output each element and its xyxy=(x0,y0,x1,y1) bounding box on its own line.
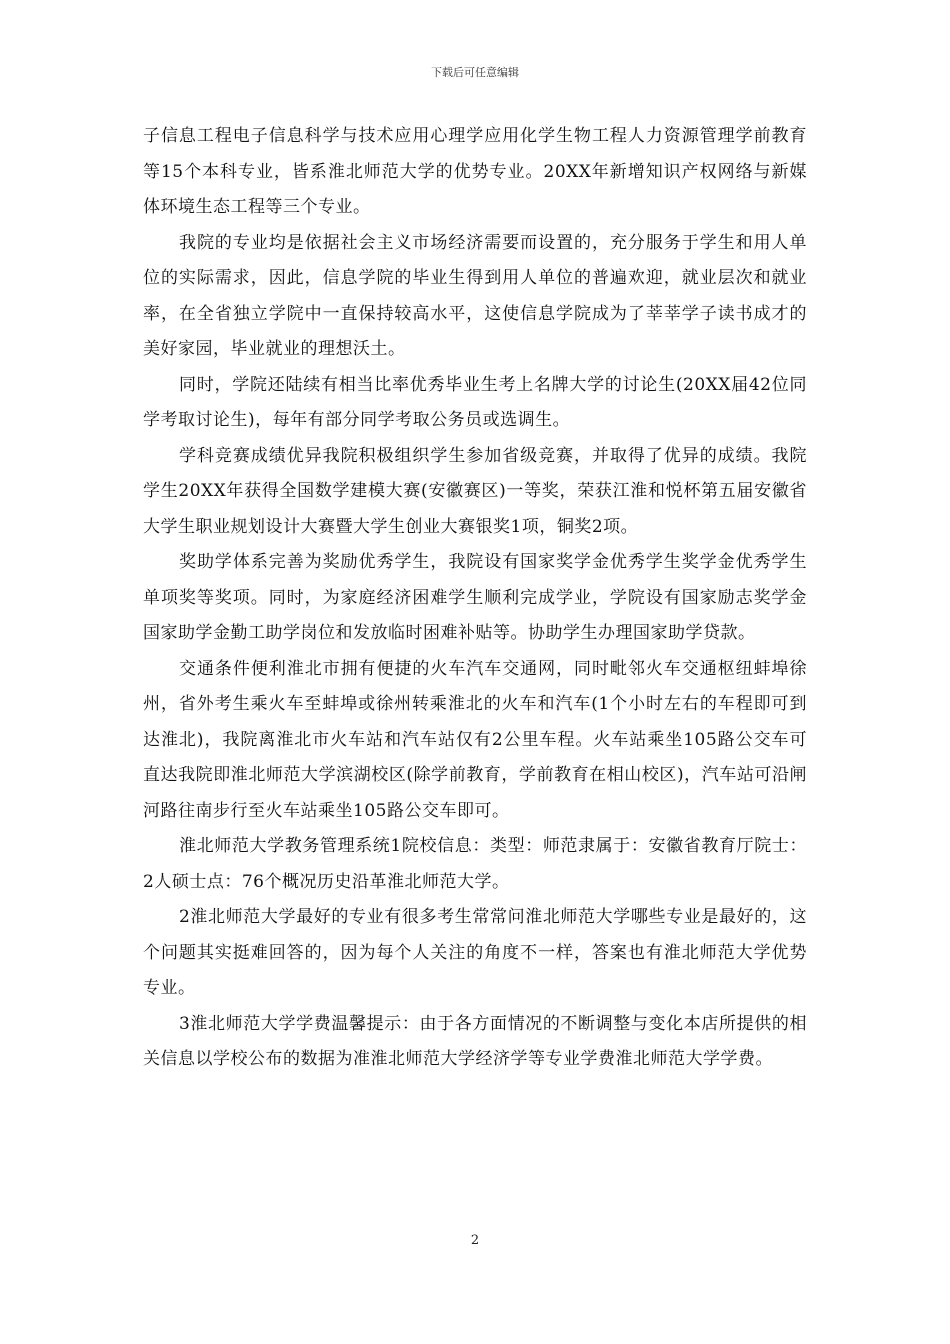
paragraph-competitions: 学科竞赛成绩优异我院积极组织学生参加省级竞赛，并取得了优异的成绩。我院学生20XX年获得全国数学建模大赛(安徽赛区)一等奖，荣获江淮和悦杯第五届安徽省大学生职业规划设计大赛暨大学生创业大赛银奖1项，铜奖2项。 xyxy=(143,445,807,537)
page-header: 下载后可任意编辑 xyxy=(431,66,519,79)
paragraph-tuition: 3淮北师范大学学费温馨提示：由于各方面情况的不断调整与变化本店所提供的相关信息以学校公布的数据为准淮北师范大学经济学等专业学费淮北师范大学学费。 xyxy=(143,1013,807,1069)
paragraph-employment: 我院的专业均是依据社会主义市场经济需要而设置的，充分服务于学生和用人单位的实际需求，因此，信息学院的毕业生得到用人单位的普遍欢迎，就业层次和就业率，在全省独立学院中一直保持较高水平，这使信息学院成为了莘莘学子读书成才的美好家园，毕业就业的理想沃土。 xyxy=(143,232,807,359)
paragraph-best-majors: 2淮北师范大学最好的专业有很多考生常常问淮北师范大学哪些专业是最好的，这个问题其实挺难回答的，因为每个人关注的角度不一样，答案也有淮北师范大学优势专业。 xyxy=(143,907,807,998)
paragraph-graduate-study: 同时，学院还陆续有相当比率优秀毕业生考上名牌大学的讨论生(20XX届42位同学考取讨论生)，每年有部分同学考取公务员或选调生。 xyxy=(143,374,807,430)
page-number: 2 xyxy=(470,1233,480,1248)
paragraph-scholarships: 奖助学体系完善为奖励优秀学生，我院设有国家奖学金优秀学生奖学金优秀学生单项奖等奖项。同时，为家庭经济困难学生顺利完成学业，学院设有国家励志奖学金国家助学金勤工助学岗位和发放临时困难补贴等。协助学生办理国家助学贷款。 xyxy=(143,552,807,643)
paragraph-school-info: 淮北师范大学教务管理系统1院校信息：类型：师范隶属于：安徽省教育厅院士：2人硕士点：76个概况历史沿革淮北师范大学。 xyxy=(143,836,807,892)
document-body xyxy=(143,119,807,1078)
paragraph-transportation: 交通条件便利淮北市拥有便捷的火车汽车交通网，同时毗邻火车交通枢纽蚌埠徐州，省外考生乘火车至蚌埠或徐州转乘淮北的火车和汽车(1个小时左右的车程即可到达淮北)，我院离淮北市火车站和汽车站仅有2公里车程。火车站乘坐105路公交车可直达我院即淮北师范大学滨湖校区(除学前教育，学前教育在相山校区)，汽车站可沿闸河路往南步行至火车站乘坐105路公交车即可。 xyxy=(143,658,807,821)
paragraph-majors: 子信息工程电子信息科学与技术应用心理学应用化学生物工程人力资源管理学前教育等15个本科专业，皆系淮北师范大学的优势专业。20XX年新增知识产权网络与新媒体环境生态工程等三个专业。 xyxy=(143,126,807,217)
